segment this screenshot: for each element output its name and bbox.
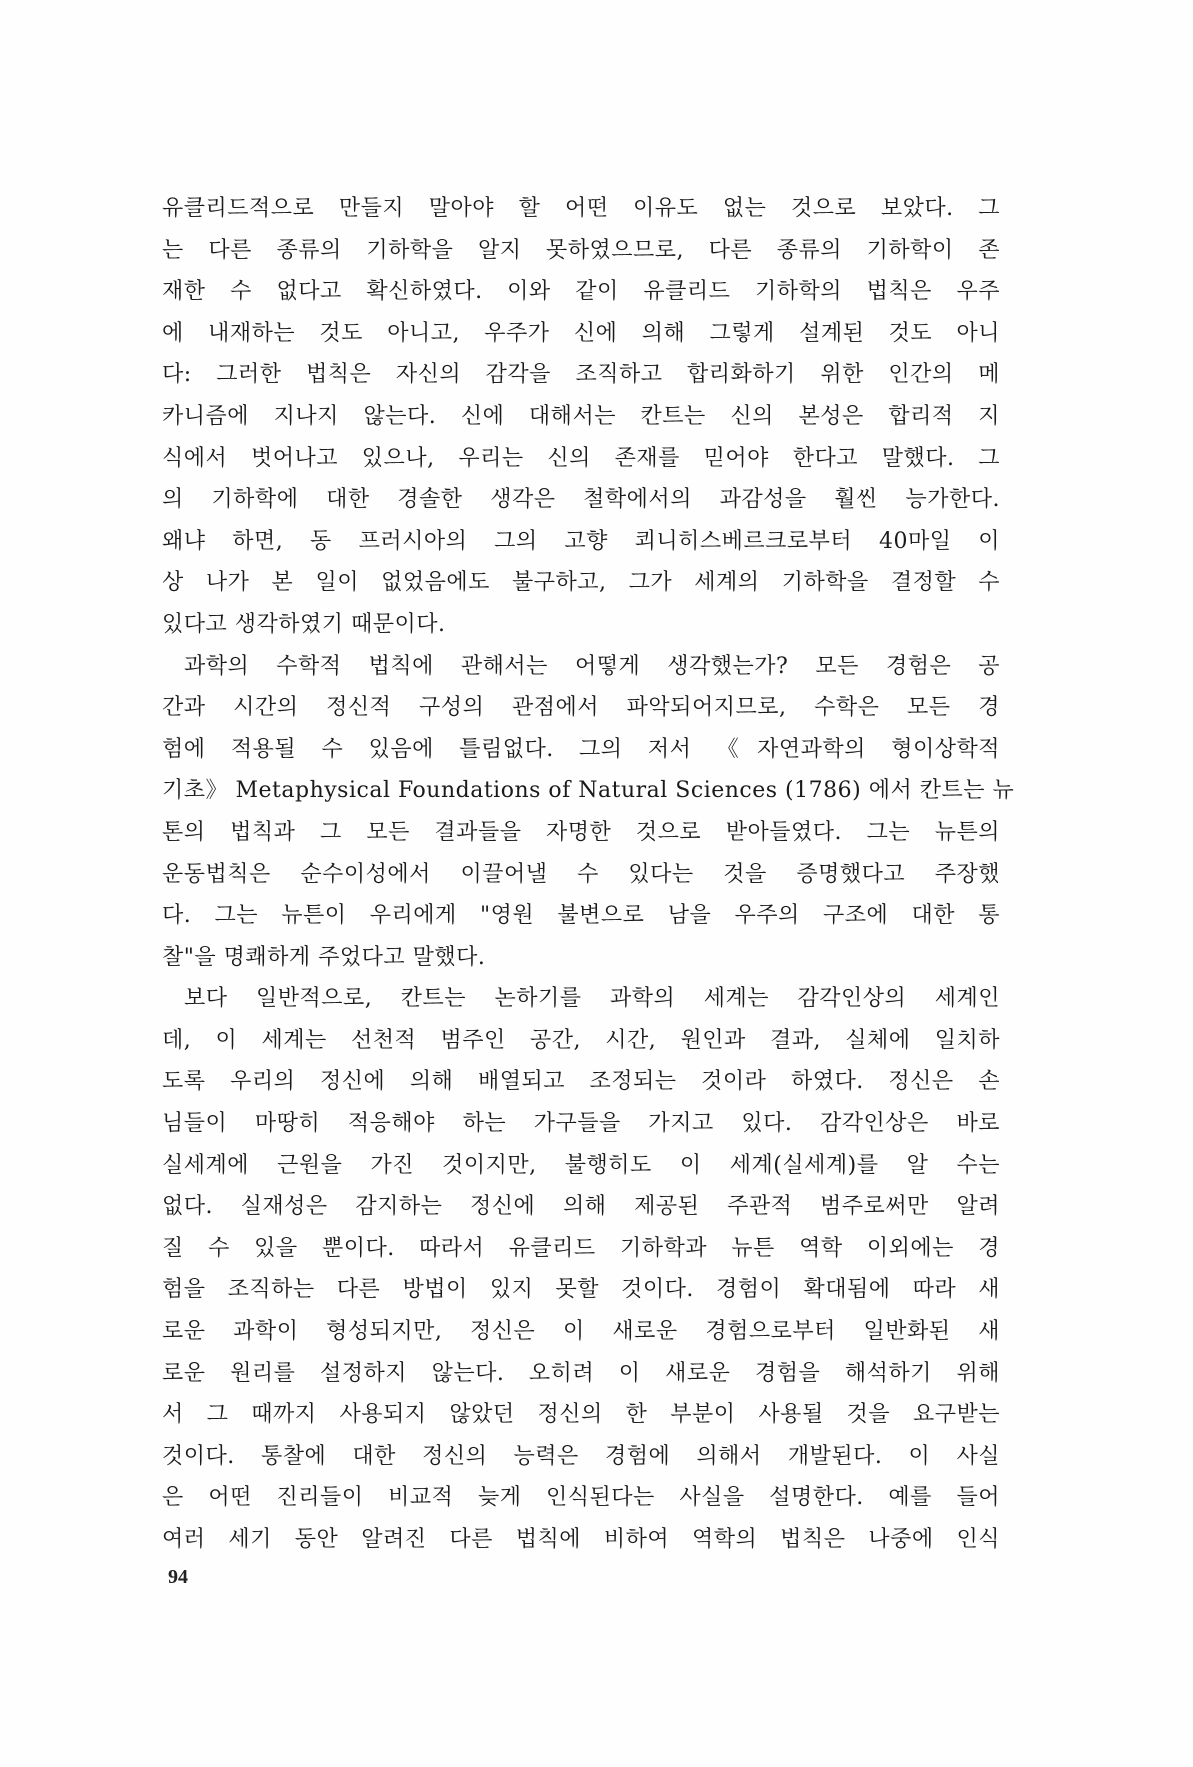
- text-line: 있다고 생각하였기 때문이다.: [162, 611, 446, 637]
- text-line: 질 수 있을 뿐이다. 따라서 유클리드 기하학과 뉴튼 역학 이외에는 경: [162, 1235, 1000, 1261]
- text-line: 도록 우리의 정신에 의해 배열되고 조정되는 것이라 하였다. 정신은 손: [162, 1069, 1000, 1095]
- text-line: 실세계에 근원을 가진 것이지만, 불행히도 이 세계(실세계)를 알 수는: [162, 1152, 1000, 1178]
- text-line: 님들이 마땅히 적응해야 하는 가구들을 가지고 있다. 감각인상은 바로: [162, 1111, 1000, 1137]
- text-line: 상 나가 본 일이 없었음에도 불구하고, 그가 세계의 기하학을 결정할 수: [162, 570, 1000, 596]
- text-line: 기초》 Metaphysical Foundations of Natural Sciences (1786) 에서 칸트는 뉴: [162, 778, 1015, 804]
- text-line: 로운 원리를 설정하지 않는다. 오히려 이 새로운 경험을 해석하기 위해: [162, 1360, 1000, 1386]
- body-text: [162, 188, 1015, 1561]
- text-line: 보다 일반적으로, 칸트는 논하기를 과학의 세계는 감각인상의 세계인: [184, 986, 1000, 1012]
- text-line: 운동법칙은 순수이성에서 이끌어낼 수 있다는 것을 증명했다고 주장했: [162, 861, 1000, 887]
- text-line: 는 다른 종류의 기하학을 알지 못하였으므로, 다른 종류의 기하학이 존: [162, 237, 1000, 263]
- text-line: 식에서 벗어나고 있으나, 우리는 신의 존재를 믿어야 한다고 말했다. 그: [162, 445, 1000, 471]
- text-line: 여러 세기 동안 알려진 다른 법칙에 비하여 역학의 법칙은 나중에 인식: [162, 1527, 1000, 1552]
- page-number: 94: [168, 1566, 188, 1588]
- text-line: 과학의 수학적 법칙에 관해서는 어떻게 생각했는가? 모든 경험은 공: [184, 653, 1000, 679]
- text-line: 로운 과학이 형성되지만, 정신은 이 새로운 경험으로부터 일반화된 새: [162, 1319, 1000, 1345]
- text-line: 데, 이 세계는 선천적 범주인 공간, 시간, 원인과 결과, 실체에 일치하: [162, 1027, 1000, 1053]
- text-line: 재한 수 없다고 확신하였다. 이와 같이 유클리드 기하학의 법칙은 우주: [162, 279, 1000, 305]
- text-line: 서 그 때까지 사용되지 않았던 정신의 한 부분이 사용될 것을 요구받는: [162, 1402, 1000, 1428]
- text-line: 다. 그는 뉴튼이 우리에게 "영원 불변으로 남을 우주의 구조에 대한 통: [162, 903, 1000, 929]
- text-line: 없다. 실재성은 감지하는 정신에 의해 제공된 주관적 범주로써만 알려: [162, 1194, 1000, 1220]
- text-line: 험을 조직하는 다른 방법이 있지 못할 것이다. 경험이 확대됨에 따라 새: [162, 1277, 1000, 1303]
- text-line: 유클리드적으로 만들지 말아야 할 어떤 이유도 없는 것으로 보았다. 그: [162, 196, 1000, 221]
- text-line: 간과 시간의 정신적 구성의 관점에서 파악되어지므로, 수학은 모든 경: [162, 695, 1000, 721]
- text-line: 의 기하학에 대한 경솔한 생각은 철학에서의 과감성을 훨씬 능가한다.: [162, 487, 1000, 513]
- text-line: 톤의 법칙과 그 모든 결과들을 자명한 것으로 받아들였다. 그는 뉴튼의: [162, 819, 1000, 845]
- text-line: 다: 그러한 법칙은 자신의 감각을 조직하고 합리화하기 위한 인간의 메: [162, 362, 1000, 388]
- text-line: 에 내재하는 것도 아니고, 우주가 신에 의해 그렇게 설계된 것도 아니: [162, 320, 1000, 346]
- text-line: 은 어떤 진리들이 비교적 늦게 인식된다는 사실을 설명한다. 예를 들어: [162, 1485, 1000, 1511]
- text-line: 카니즘에 지나지 않는다. 신에 대해서는 칸트는 신의 본성은 합리적 지: [162, 403, 1000, 429]
- text-line: 험에 적용될 수 있음에 틀림없다. 그의 저서 《자연과학의 형이상학적: [162, 736, 1000, 762]
- text-line: 왜냐 하면, 동 프러시아의 그의 고향 쾨니히스베르크로부터 40마일 이: [162, 528, 1000, 554]
- text-line: 찰"을 명쾌하게 주었다고 말했다.: [162, 944, 486, 970]
- text-line: 것이다. 통찰에 대한 정신의 능력은 경험에 의해서 개발된다. 이 사실: [162, 1443, 1000, 1469]
